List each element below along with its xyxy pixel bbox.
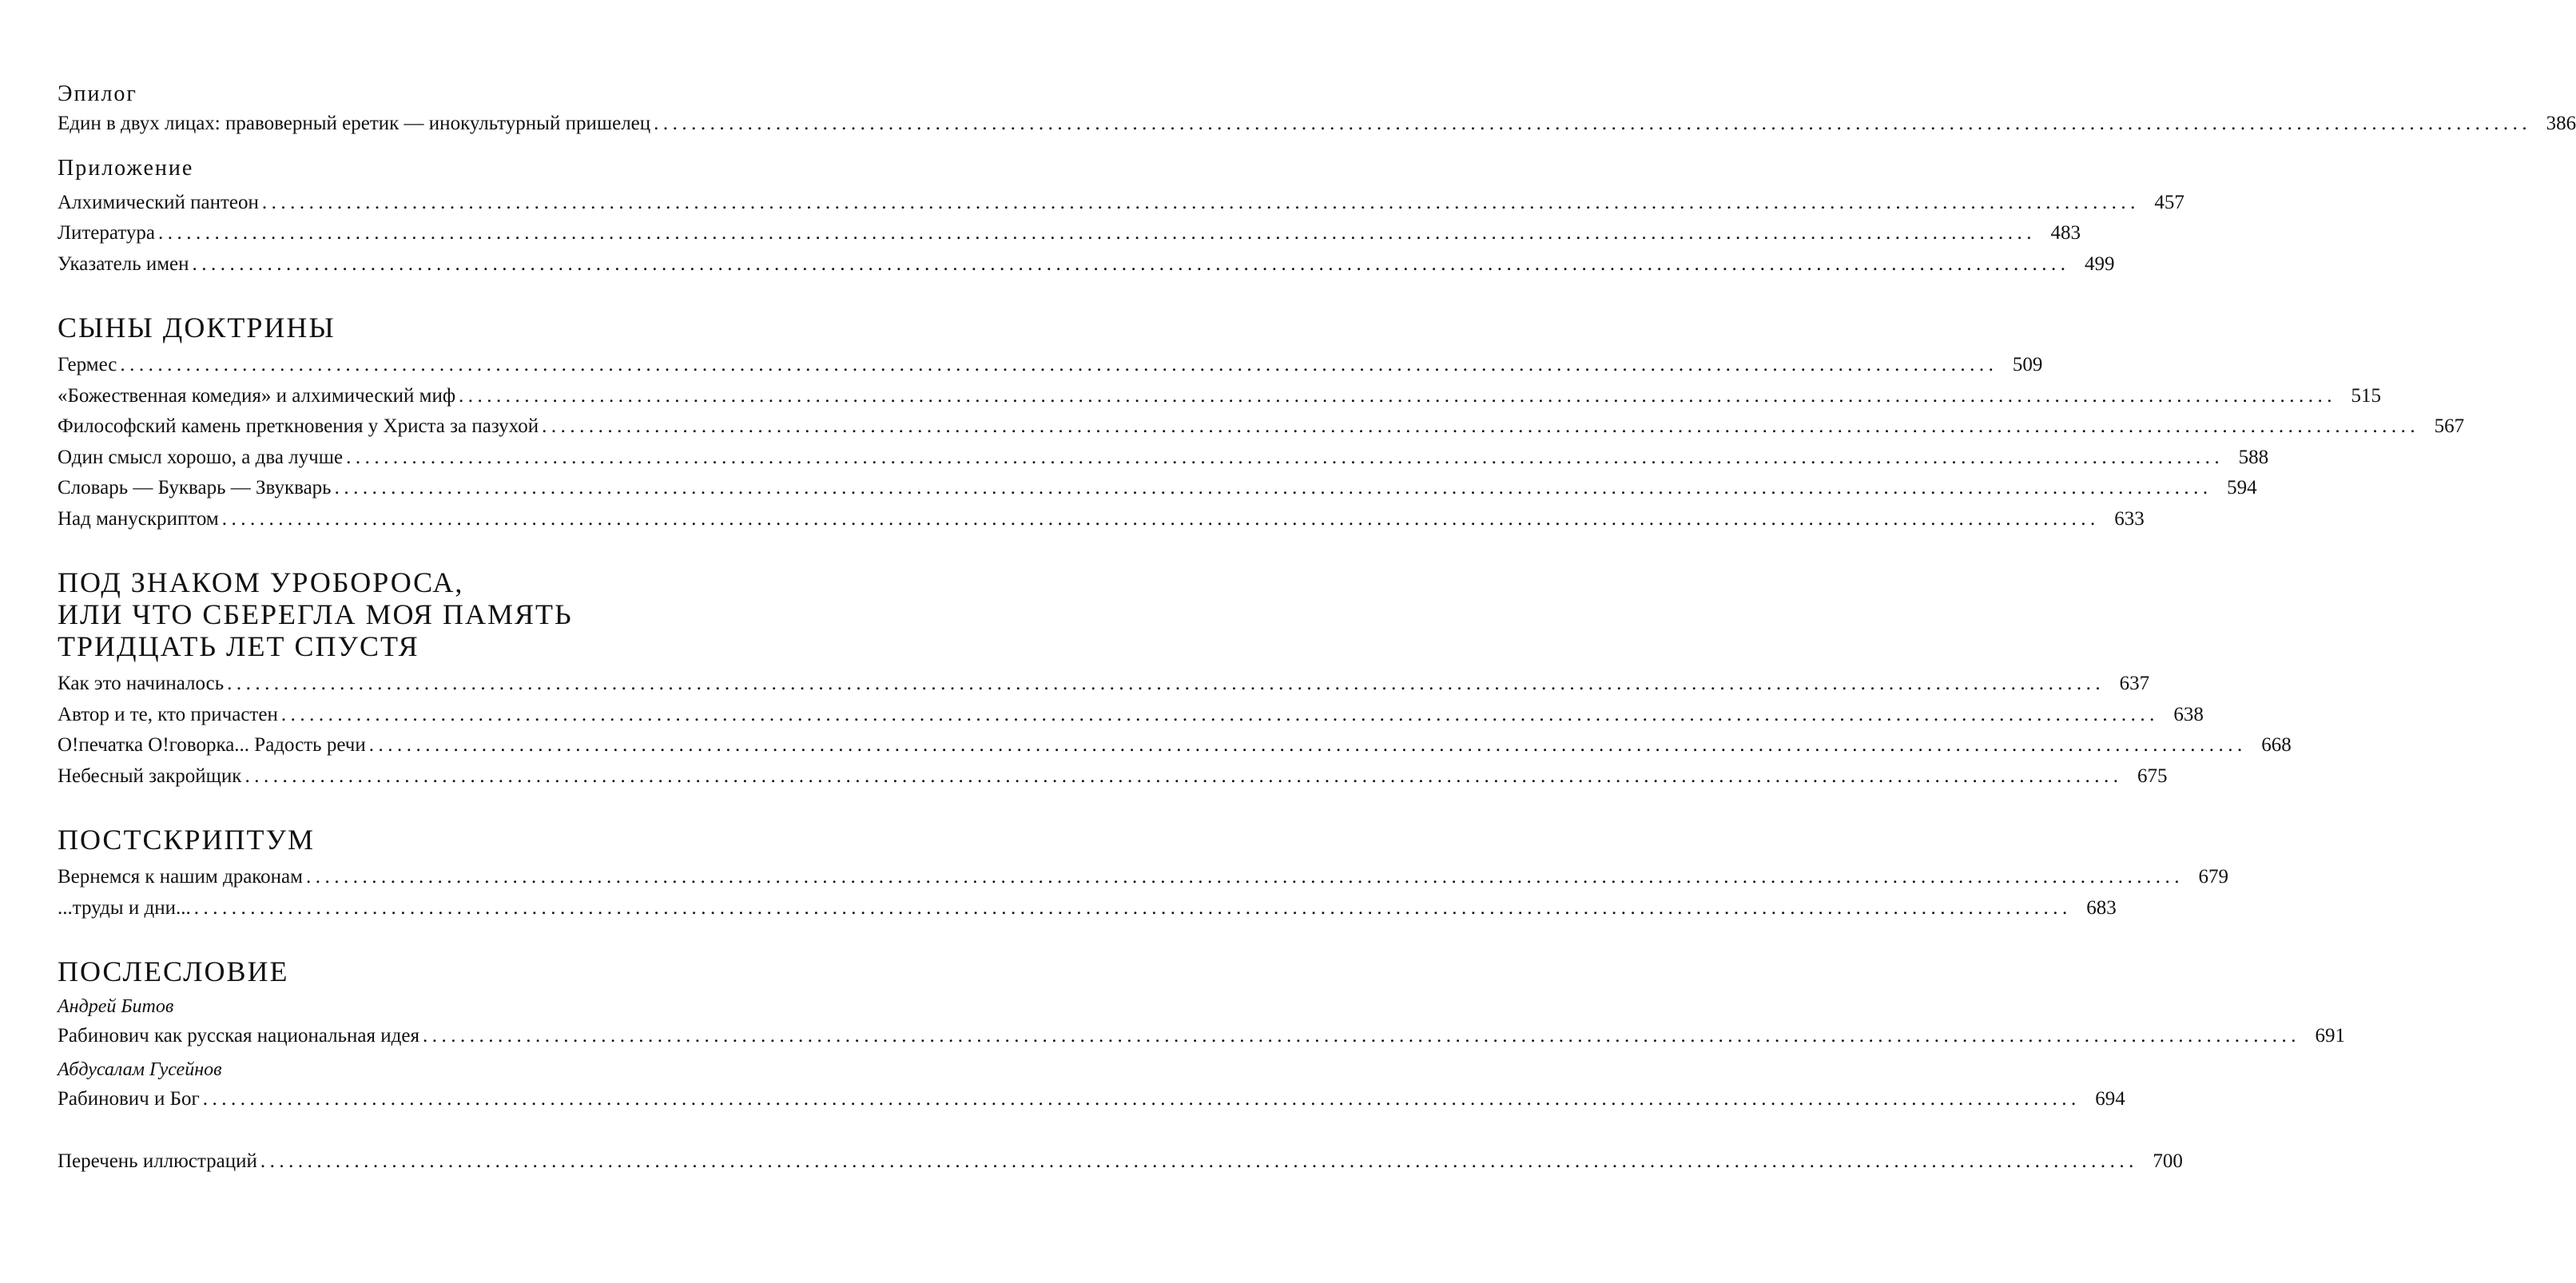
dot-leader: ........................................................................................................................................................................................................: [305, 866, 2184, 888]
section-title-line: ТРИДЦАТЬ ЛЕТ СПУСТЯ: [58, 630, 419, 662]
entry-page: 694: [2095, 1087, 2125, 1110]
entry-page: 515: [2351, 384, 2382, 407]
dot-leader: ........................................................................................................................................................................................................: [192, 252, 2070, 275]
entry-label: Алхимический пантеон: [58, 191, 259, 213]
dot-leader: ........................................................................................................................................................................................................: [654, 113, 2532, 134]
entry-list: [58, 1084, 2125, 1115]
section-title: [58, 566, 911, 662]
section-postscript: [58, 824, 2228, 924]
entry-label: О!печатка О!говорка... Радость речи: [58, 734, 366, 756]
entry-list: [58, 350, 2465, 534]
entry-page: 567: [2434, 415, 2465, 437]
dot-leader: ........................................................................................................................................................................................................: [280, 703, 2159, 725]
entry-label: Словарь — Букварь — Звукварь: [58, 477, 332, 499]
entry-label: Вернемся к нашим драконам: [58, 866, 303, 888]
dot-leader: ........................................................................................................................................................................................................: [120, 354, 1998, 375]
entry-label: Рабинович и Бог: [58, 1087, 200, 1110]
entry-list: [58, 862, 2228, 924]
toc-entry: [58, 350, 2043, 381]
toc-entry: [58, 249, 2115, 280]
toc-entry: [58, 473, 2257, 504]
entry-page: 509: [2012, 354, 2043, 375]
toc-entry: [58, 109, 2576, 140]
toc-entry: [58, 1146, 2183, 1178]
entry-page: 638: [2173, 703, 2204, 725]
section-appendix: [58, 154, 2184, 280]
entry-page: 637: [2119, 673, 2150, 694]
section-sons-of-doctrine: [58, 312, 2465, 534]
author-name: Абдусалам Гусейнов: [58, 1059, 222, 1080]
entry-page: 594: [2227, 477, 2257, 499]
toc-entry: [58, 218, 2081, 249]
section-title: ПОСТСКРИПТУМ: [58, 824, 315, 856]
section-title: ПОСЛЕСЛОВИЕ: [58, 955, 289, 987]
entry-label: Перечень иллюстраций: [58, 1150, 257, 1172]
section-title-line: ИЛИ ЧТО СБЕРЕГЛА МОЯ ПАМЯТЬ: [58, 598, 573, 630]
toc-entry: [58, 188, 2184, 219]
entry-label: Над манускриптом: [58, 507, 219, 530]
entry-page: 691: [2315, 1025, 2345, 1047]
dot-leader: ........................................................................................................................................................................................................: [202, 1087, 2081, 1110]
entry-label: Философский камень преткновения у Христа за пазухой: [58, 415, 539, 437]
entry-page: 700: [2153, 1150, 2183, 1172]
dot-leader: ........................................................................................................................................................................................................: [221, 507, 2100, 530]
toc-entry: [58, 669, 2150, 700]
entry-label: Указатель имен: [58, 252, 189, 275]
entry-label: Един в двух лицах: правоверный еретик — инокультурный пришелец: [58, 113, 651, 134]
toc-entry: [58, 1021, 2345, 1052]
entry-label: ...труды и дни...: [58, 896, 191, 919]
entry-page: 679: [2198, 866, 2228, 888]
dot-leader: ........................................................................................................................................................................................................: [542, 415, 2420, 437]
section-title-line: ПОД ЗНАКОМ УРОБОРОСА,: [58, 566, 464, 598]
dot-leader: ........................................................................................................................................................................................................: [158, 222, 2036, 244]
entry-list: [58, 109, 2576, 140]
section-title: Приложение: [58, 155, 194, 181]
entry-label: Рабинович как русская национальная идея: [58, 1025, 419, 1047]
dot-leader: ........................................................................................................................................................................................................: [260, 1150, 2138, 1172]
dot-leader: ........................................................................................................................................................................................................: [227, 673, 2105, 694]
entry-page: 499: [2085, 252, 2115, 275]
section-afterword: [58, 955, 2345, 1114]
entry-page: 683: [2086, 896, 2117, 919]
entry-page: 633: [2114, 507, 2145, 530]
dot-leader: ........................................................................................................................................................................................................: [368, 734, 2247, 756]
author-name: Андрей Битов: [58, 996, 174, 1017]
entry-label: Небесный закройщик: [58, 765, 242, 787]
entry-label: Литература: [58, 222, 155, 244]
entry-label: Автор и те, кто причастен: [58, 703, 278, 725]
toc-entry: [58, 700, 2204, 731]
entry-list: [58, 188, 2184, 280]
toc-entry: [58, 862, 2228, 893]
dot-leader: ........................................................................................................................................................................................................: [244, 765, 2123, 787]
dot-leader: ........................................................................................................................................................................................................: [346, 446, 2224, 468]
toc-entry: [58, 893, 2117, 924]
dot-leader: ........................................................................................................................................................................................................: [334, 477, 2212, 499]
entry-page: 588: [2238, 446, 2269, 468]
toc-entry: [58, 761, 2168, 792]
section-ouroboros: [58, 566, 2292, 792]
toc-entry: [58, 381, 2382, 412]
entry-list: [58, 1146, 2183, 1178]
section-illustrations: [58, 1146, 2183, 1178]
entry-list: [58, 1021, 2345, 1052]
entry-label: Один смысл хорошо, а два лучше: [58, 446, 344, 468]
toc-entry: [58, 411, 2465, 443]
dot-leader: ........................................................................................................................................................................................................: [261, 191, 2140, 213]
entry-page: 457: [2154, 191, 2184, 213]
entry-page: 386: [2546, 113, 2576, 134]
dot-leader: ........................................................................................................................................................................................................: [459, 384, 2337, 407]
entry-page: 483: [2050, 222, 2081, 244]
toc-entry: [58, 730, 2292, 761]
entry-label: Гермес: [58, 354, 117, 375]
entry-label: «Божественная комедия» и алхимический миф: [58, 384, 456, 407]
dot-leader: ........................................................................................................................................................................................................: [193, 896, 2072, 919]
dot-leader: ........................................................................................................................................................................................................: [422, 1025, 2300, 1047]
section-title: Эпилог: [58, 81, 137, 106]
toc-entry: [58, 443, 2269, 474]
section-epilogue: [58, 80, 2576, 140]
entry-label: Как это начиналось: [58, 673, 225, 694]
entry-list: [58, 669, 2292, 792]
entry-page: 668: [2261, 734, 2292, 756]
toc-entry: [58, 504, 2145, 535]
toc-entry: [58, 1084, 2125, 1115]
section-title: СЫНЫ ДОКТРИНЫ: [58, 312, 336, 344]
entry-page: 675: [2137, 765, 2168, 787]
